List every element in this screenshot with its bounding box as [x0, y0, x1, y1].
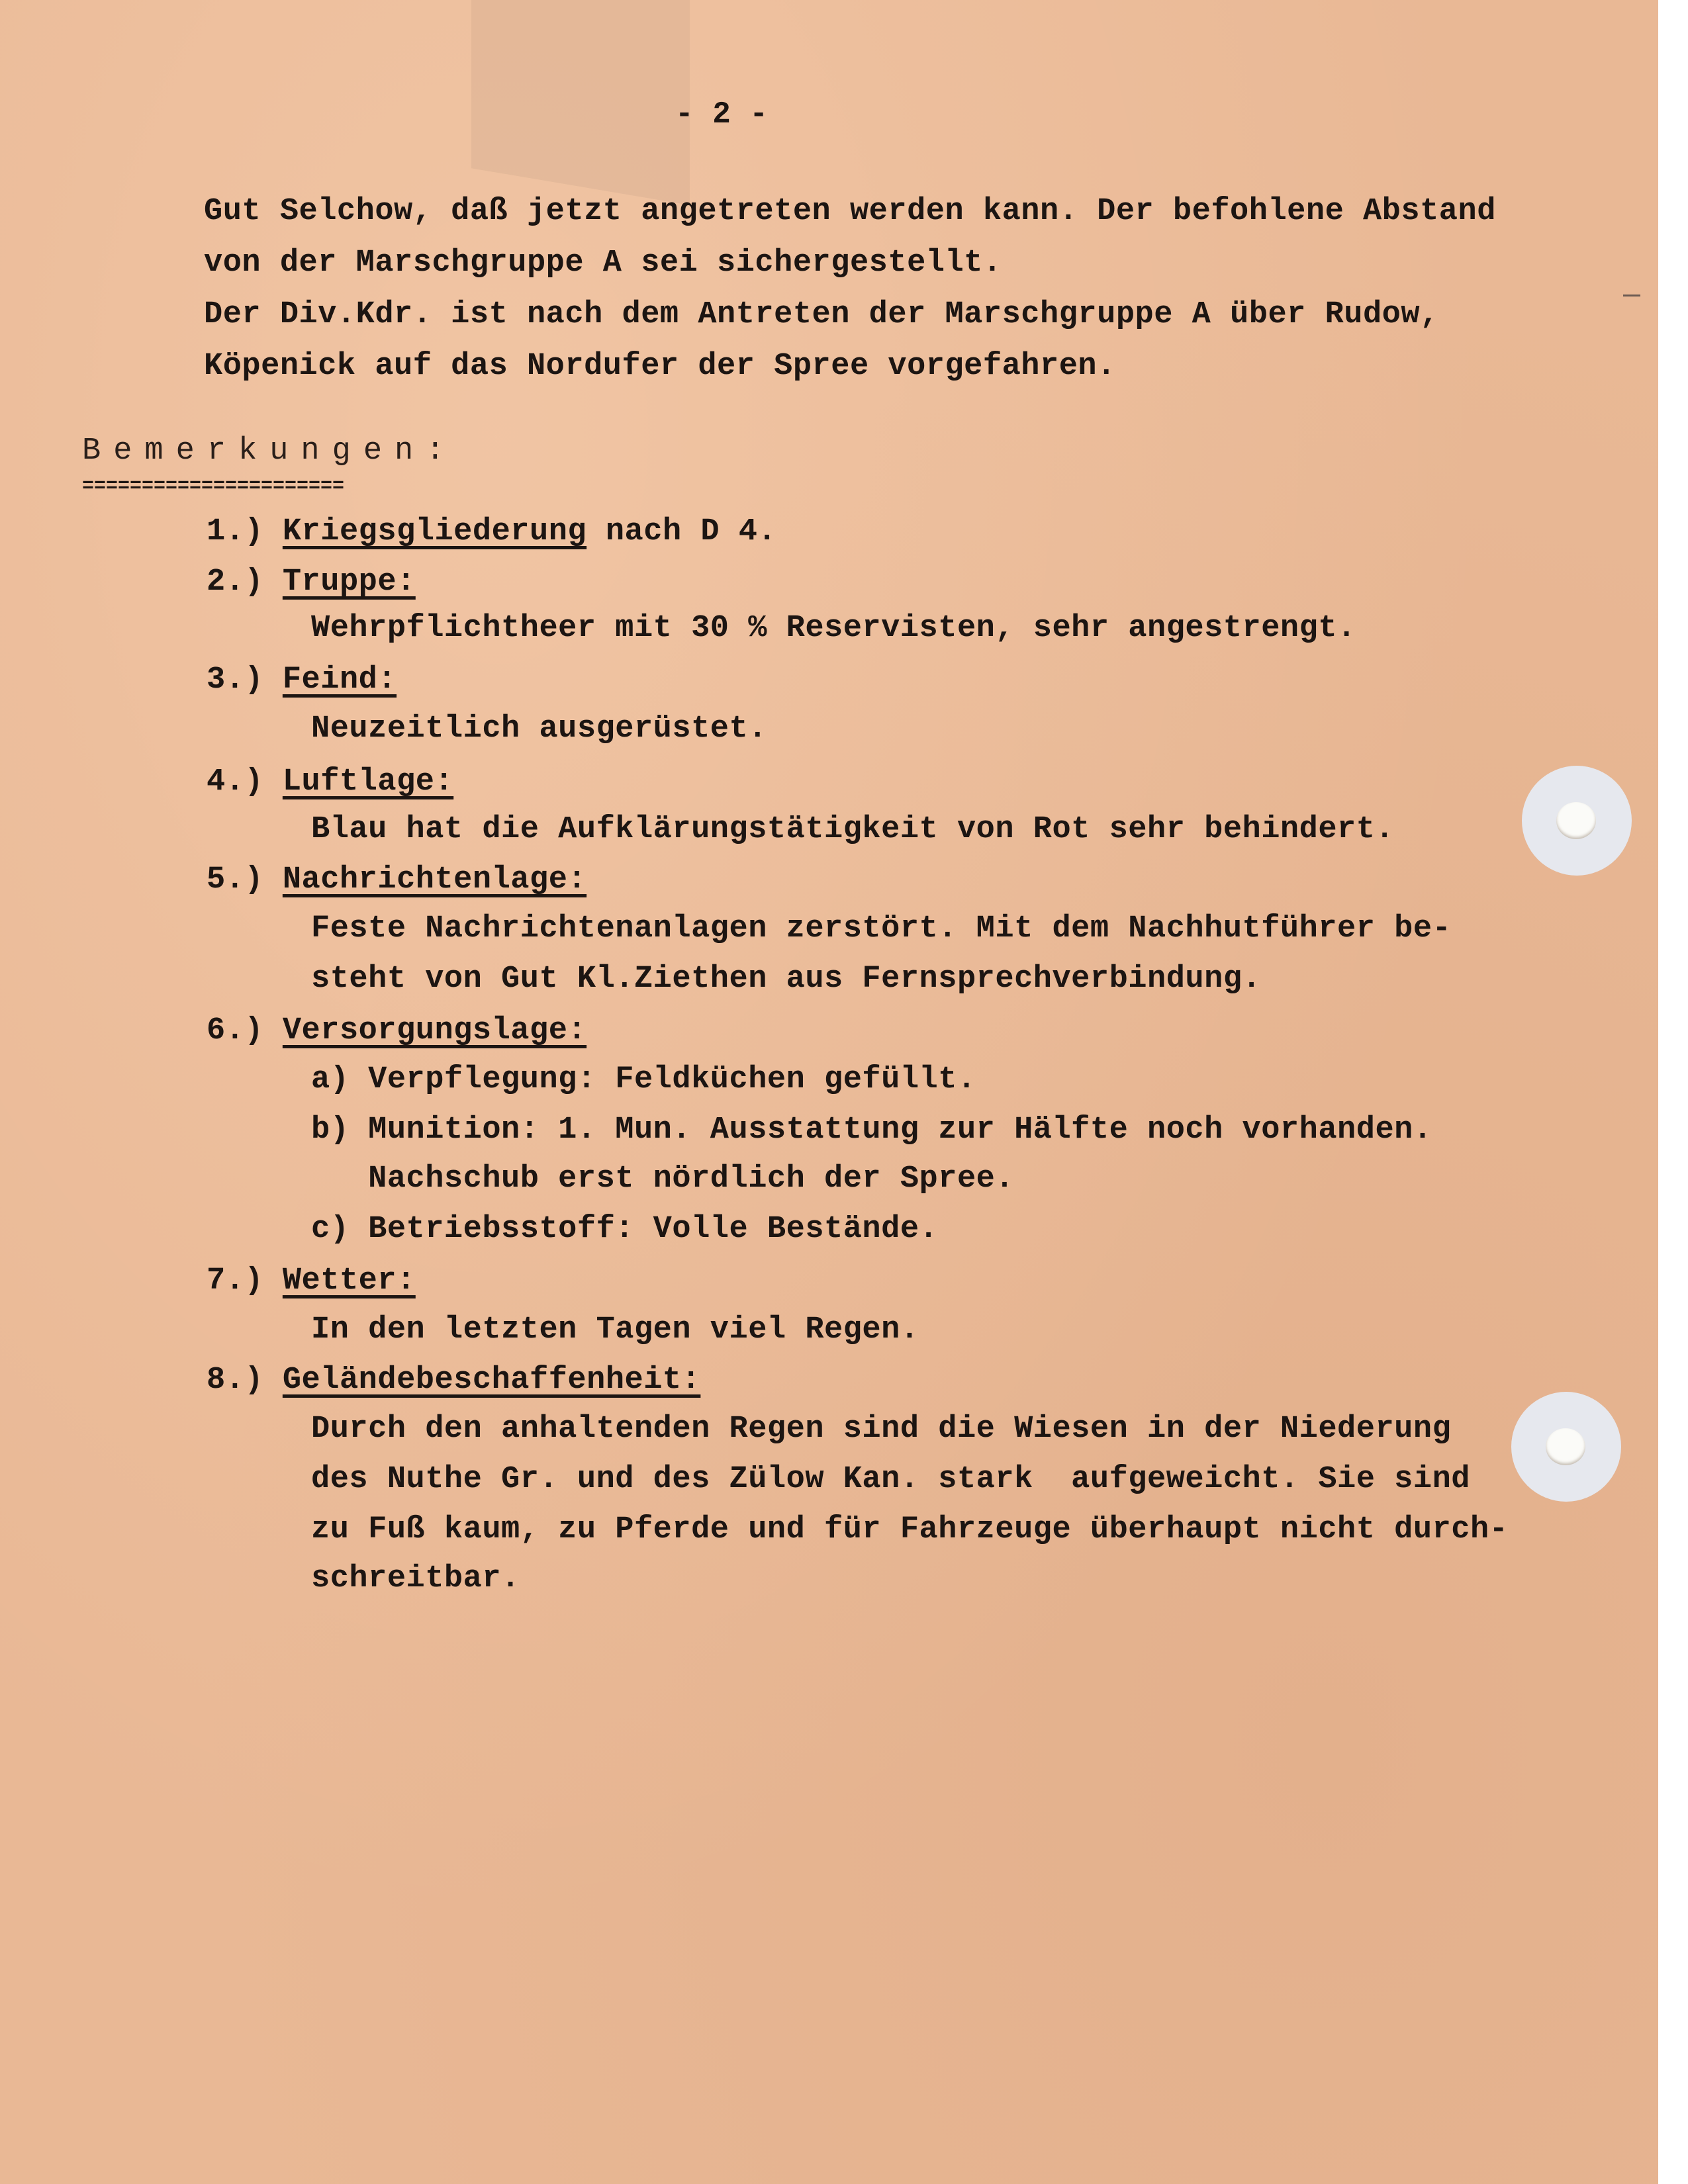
item-title: Nachrichtenlage:: [282, 862, 587, 897]
remarks-heading: Bemerkungen:: [82, 433, 457, 469]
remark-item-8: [207, 1365, 700, 1396]
remark-item-2: [207, 567, 416, 598]
item-title: Feind:: [282, 662, 397, 698]
intro-line: Der Div.Kdr. ist nach dem Antreten der Marschgruppe A über Rudow,: [204, 297, 1439, 332]
remark-item-4: [207, 766, 453, 797]
intro-line: von der Marschgruppe A sei sichergestellt.: [204, 246, 1002, 281]
punch-hole-reinforcement: [1522, 766, 1632, 876]
item-number: 2.): [207, 565, 264, 600]
item-title: Kriegsgliederung: [282, 514, 587, 549]
item-number: 8.): [207, 1363, 264, 1398]
item-number: 1.): [207, 514, 264, 549]
item-text: Feste Nachrichtenanlagen zerstört. Mit dem Nachhutführer be-: [311, 911, 1452, 946]
page-number: - 2 -: [675, 97, 769, 132]
item-title: Wetter:: [282, 1263, 416, 1298]
remark-item-7: [207, 1265, 416, 1297]
item-title: Luftlage:: [282, 764, 454, 799]
item-text: Blau hat die Aufklärungstätigkeit von Rot sehr behindert.: [311, 812, 1395, 847]
item-number: 6.): [207, 1013, 264, 1048]
item-number: 4.): [207, 764, 264, 799]
item-text: des Nuthe Gr. und des Zülow Kan. stark aufgeweicht. Sie sind: [311, 1462, 1470, 1497]
item-number: 3.): [207, 662, 264, 698]
item-text: b) Munition: 1. Mun. Ausstattung zur Hälfte noch vorhanden.: [311, 1113, 1432, 1148]
item-text: zu Fuß kaum, zu Pferde und für Fahrzeuge überhaupt nicht durch-: [311, 1512, 1509, 1547]
item-text: a) Verpflegung: Feldküchen gefüllt.: [311, 1062, 976, 1097]
item-title: Truppe:: [282, 565, 416, 600]
item-text: Neuzeitlich ausgerüstet.: [311, 711, 767, 747]
item-text: Wehrpflichtheer mit 30 % Reservisten, sehr angestrengt.: [311, 611, 1356, 646]
item-suffix: nach D 4.: [586, 514, 777, 549]
remark-item-1: [207, 516, 776, 547]
item-number: 7.): [207, 1263, 264, 1298]
remark-item-3: [207, 664, 397, 696]
item-text: c) Betriebsstoff: Volle Bestände.: [311, 1212, 939, 1247]
item-title: Geländebeschaffenheit:: [282, 1363, 701, 1398]
item-text: Durch den anhaltenden Regen sind die Wiesen in der Niederung: [311, 1412, 1452, 1447]
remarks-heading-rule: ======================: [82, 475, 345, 498]
remark-item-5: [207, 864, 586, 895]
item-text: schreitbar.: [311, 1561, 520, 1596]
remark-item-6: [207, 1015, 586, 1046]
edge-mark: [1623, 295, 1640, 296]
item-title: Versorgungslage:: [282, 1013, 587, 1048]
item-text: Nachschub erst nördlich der Spree.: [311, 1161, 1015, 1197]
item-number: 5.): [207, 862, 264, 897]
punch-hole-reinforcement: [1511, 1392, 1621, 1502]
item-text: steht von Gut Kl.Ziethen aus Fernsprechverbindung.: [311, 962, 1262, 997]
tape-strip: [471, 0, 690, 205]
item-text: In den letzten Tagen viel Regen.: [311, 1312, 919, 1347]
intro-line: Gut Selchow, daß jetzt angetreten werden kann. Der befohlene Abstand: [204, 194, 1496, 229]
intro-line: Köpenick auf das Nordufer der Spree vorgefahren.: [204, 349, 1116, 384]
